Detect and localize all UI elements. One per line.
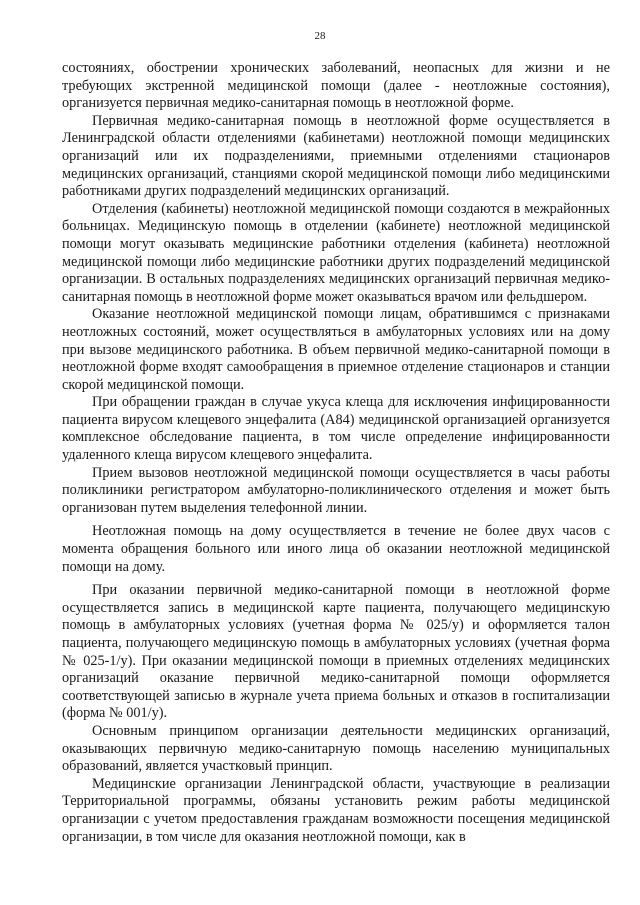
page-number: 28 — [314, 30, 326, 42]
body-text — [62, 60, 610, 846]
paragraph: Прием вызовов неотложной медицинской помощи осуществляется в часы работы поликлиники регистратором амбулаторно-поликлинического отделения и может быть организован путем выделения телефонной линии. — [62, 464, 610, 516]
paragraph: Оказание неотложной медицинской помощи лицам, обратившимся с признаками неотложных состояний, может осуществляться в амбулаторных условиях или на дому при вызове медицинского работника. В объем первичной медико-санитарной помощи в неотложной форме входят самообращения в приемное отделение стационаров и станции скорой медицинской помощи. — [62, 306, 610, 393]
paragraph: При оказании первичной медико-санитарной помощи в неотложной форме осуществляется запись в медицинской карте пациента, получающего медицинскую помощь в амбулаторных условиях (учетная форма № 025/у) и оформляется талон пациента, получающего медицинскую помощь в амбулаторных условиях (учетная форма № 025-1/у). При оказании медицинской помощи в приемных отделениях медицинских организаций оказание первичной медико-санитарной помощи оформляется соответствующей записью в журнале учета приема больных и отказов в госпитализации (форма № 001/у). — [62, 582, 610, 722]
paragraph: Отделения (кабинеты) неотложной медицинской помощи создаются в межрайонных больницах. Медицинскую помощь в отделении (кабинете) неотложной медицинской помощи могут оказывать медицинские работники отделения (кабинета) неотложной медицинской помощи либо медицинские работники других подразделений медицинской организации. В остальных подразделениях медицинских организаций первичная медико-санитарная помощь в неотложной форме может оказываться врачом или фельдшером. — [62, 200, 610, 305]
paragraph: При обращении граждан в случае укуса клеща для исключения инфицированности пациента вирусом клещевого энцефалита (А84) медицинской организацией организуется комплексное обследование пациента, в том числе определение инфицированности удаленного клеща вирусом клещевого энцефалита. — [62, 394, 610, 464]
paragraph: Медицинские организации Ленинградской области, участвующие в реализации Территориальной программы, обязаны установить режим работы медицинской организации с учетом предоставления гражданам возможности посещения медицинской организации, в том числе для оказания неотложной помощи, как в — [62, 775, 610, 845]
paragraph: состояниях, обострении хронических заболеваний, неопасных для жизни и не требующих экстренной медицинской помощи (далее - неотложные состояния), организуется первичная медико-санитарная помощь в неотложной форме. — [62, 60, 610, 112]
paragraph: Первичная медико-санитарная помощь в неотложной форме осуществляется в Ленинградской области отделениями (кабинетами) неотложной помощи медицинских организаций или их подразделениями, приемными отделениями стационаров медицинских организаций, станциями скорой медицинской помощи либо медицинскими работниками других подразделений медицинских организаций. — [62, 112, 610, 200]
paragraph: Неотложная помощь на дому осуществляется в течение не более двух часов с момента обращения больного или иного лица об оказании неотложной медицинской помощи на дому. — [62, 523, 610, 575]
paragraph: Основным принципом организации деятельности медицинских организаций, оказывающих первичную медико-санитарную помощь населению муниципальных образований, является участковый принцип. — [62, 722, 610, 775]
